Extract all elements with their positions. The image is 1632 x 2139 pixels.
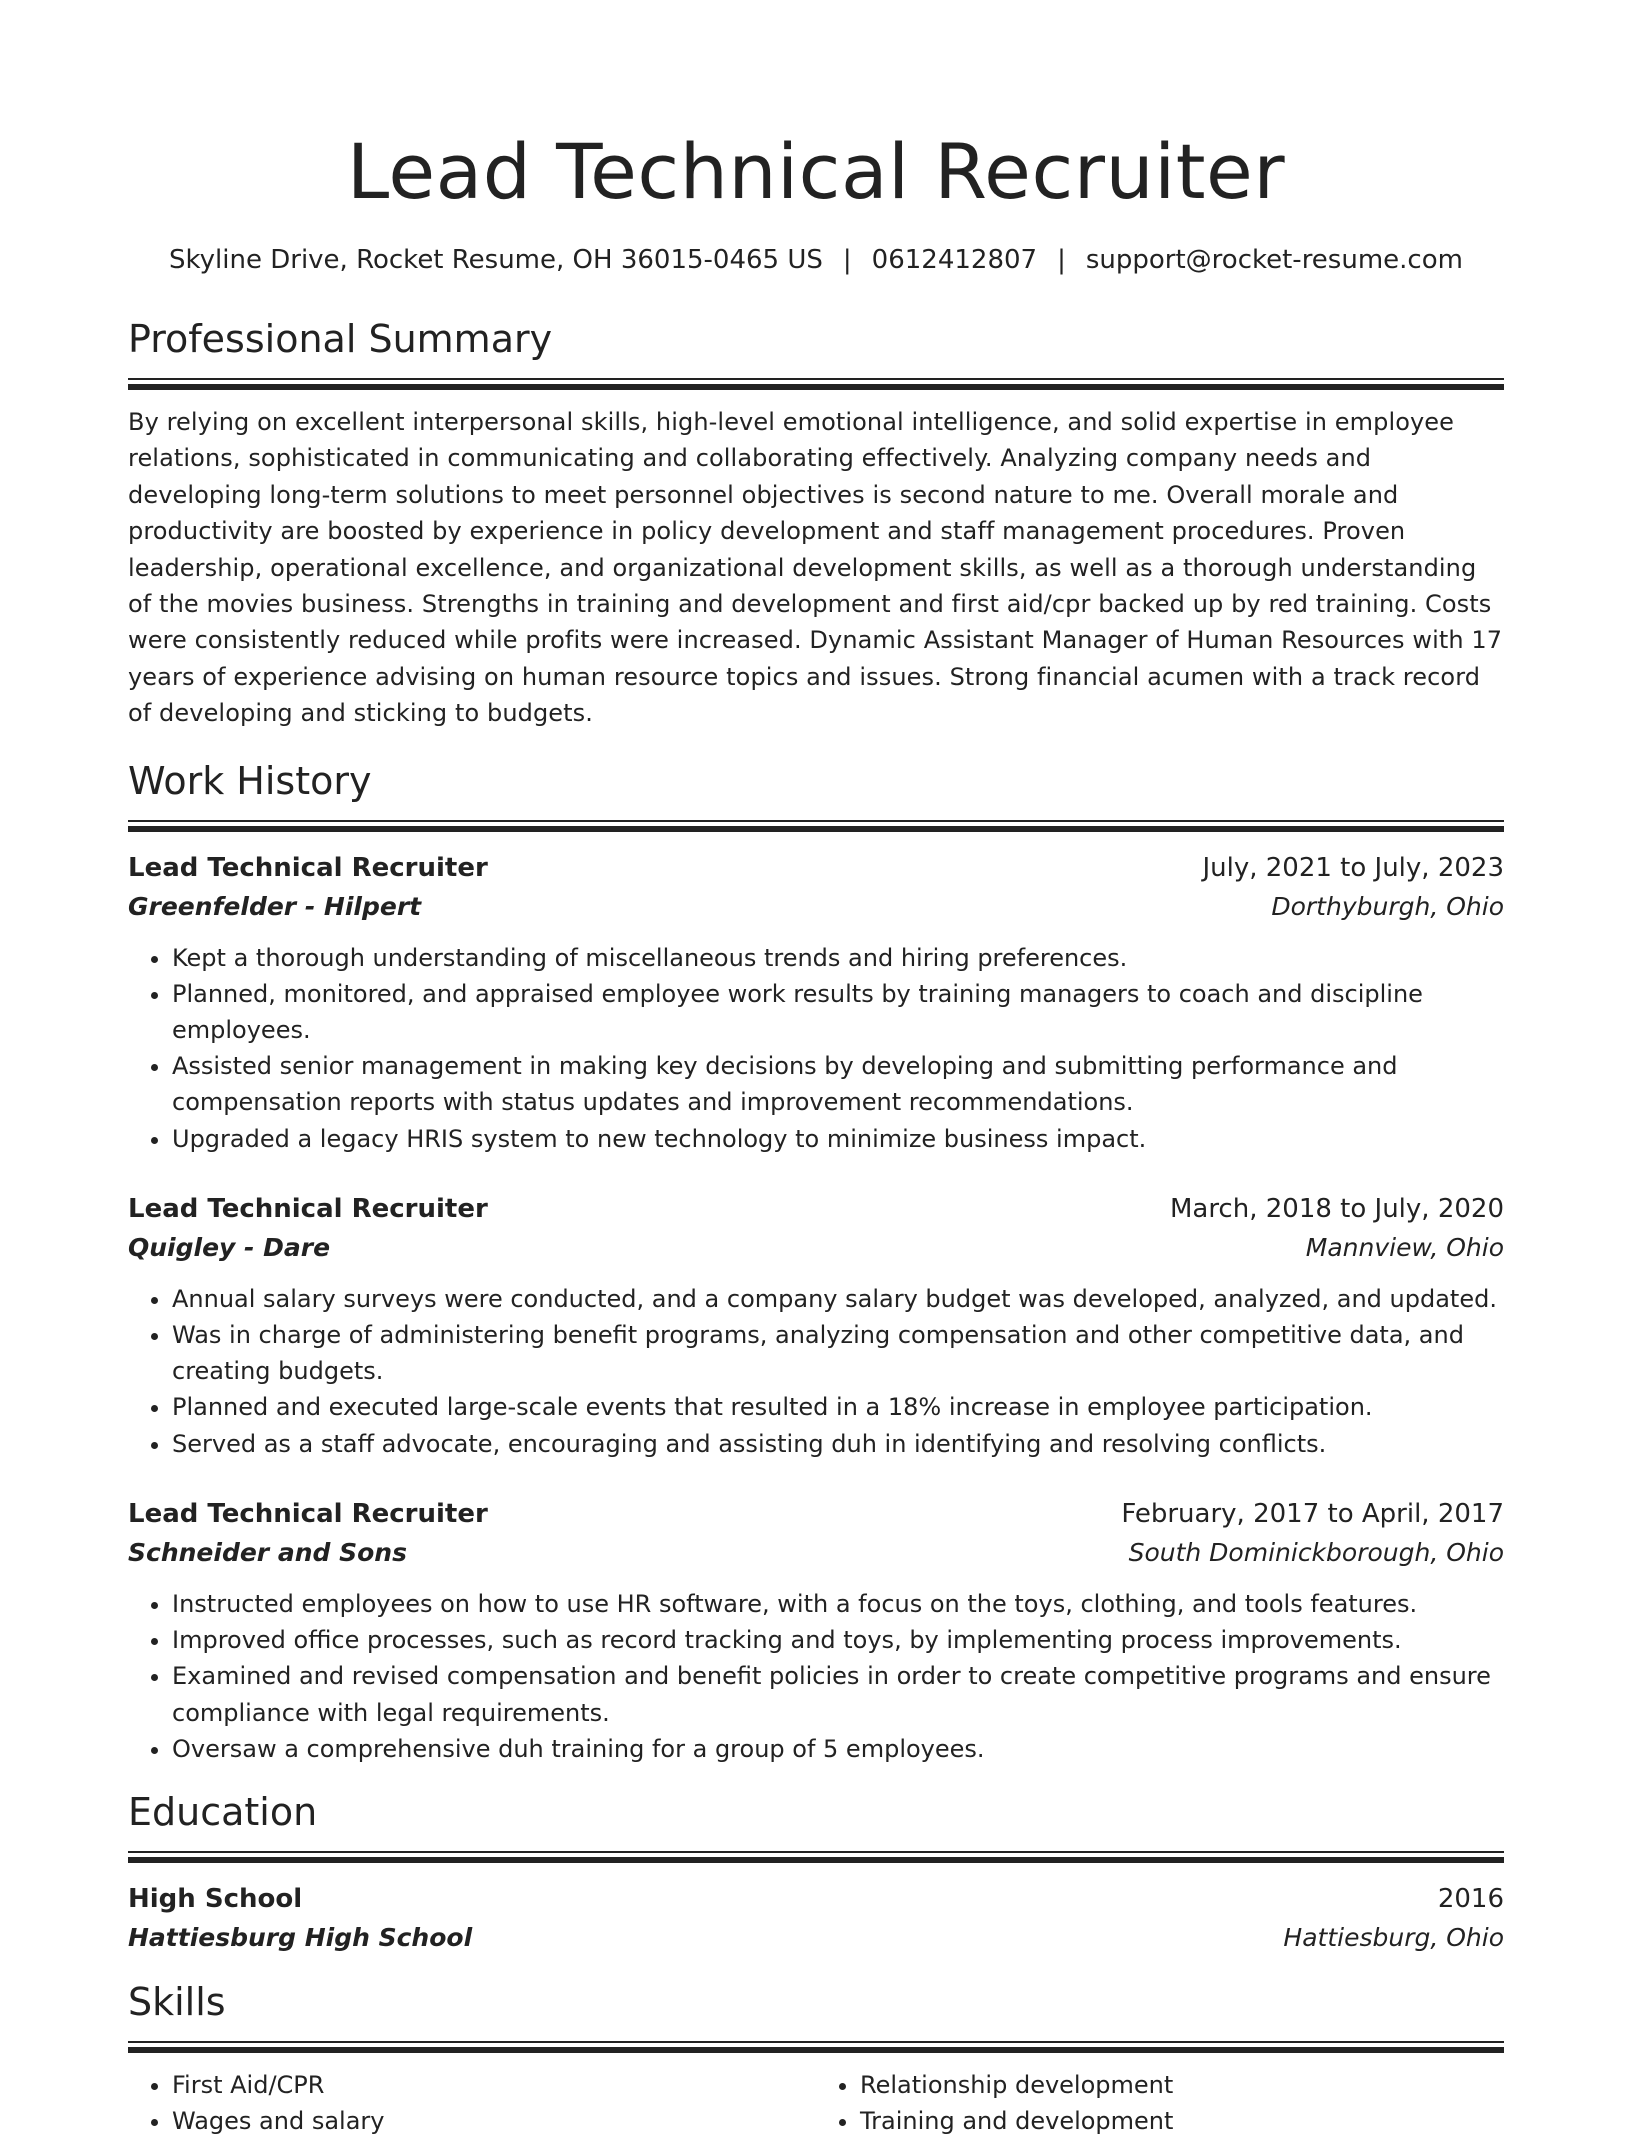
- job-location: South Dominickborough, Ohio: [1128, 1537, 1504, 1567]
- section-divider: [128, 1851, 1504, 1863]
- job-dates: July, 2021 to July, 2023: [1202, 852, 1504, 883]
- contact-address: Skyline Drive, Rocket Resume, OH 36015-0465 US: [169, 245, 823, 275]
- job-location: Dorthyburgh, Ohio: [1271, 891, 1504, 921]
- job-bullet: • Planned, monitored, and appraised employee work results by training managers to coach and discipline employees.: [172, 976, 1504, 1048]
- work-history-section: [128, 756, 1504, 1767]
- job-bullet: • Served as a staff advocate, encouraging and assisting duh in identifying and resolving conflicts.: [172, 1426, 1504, 1462]
- section-divider: [128, 378, 1504, 390]
- job-bullet: • Kept a thorough understanding of miscellaneous trends and hiring preferences.: [172, 940, 1504, 976]
- section-divider: [128, 2041, 1504, 2053]
- contact-email: support@rocket-resume.com: [1085, 245, 1463, 275]
- job-bullet: • Examined and revised compensation and benefit policies in order to create competitive programs and ensure compliance with legal requirements.: [172, 1658, 1504, 1730]
- skills-section: [128, 1977, 1504, 2139]
- skill-item: • Training and development: [860, 2103, 1504, 2139]
- job-location: Mannview, Ohio: [1305, 1232, 1504, 1262]
- job-bullet: • Assisted senior management in making key decisions by developing and submitting performance and compensation reports with status updates and improvement recommendations.: [172, 1048, 1504, 1120]
- job-title: Lead Technical Recruiter: [128, 1498, 488, 1529]
- job-dates: March, 2018 to July, 2020: [1169, 1193, 1504, 1224]
- job-company: Schneider and Sons: [128, 1537, 407, 1567]
- job-title: Lead Technical Recruiter: [128, 1193, 488, 1224]
- job-bullet: • Improved office processes, such as record tracking and toys, by implementing process improvements.: [172, 1622, 1504, 1658]
- job-bullets: [128, 1586, 1504, 1767]
- resume-name: Lead Technical Recruiter: [346, 127, 1286, 216]
- education-location: Hattiesburg, Ohio: [1283, 1922, 1504, 1952]
- section-title-skills: Skills: [128, 1979, 226, 2024]
- job-entry: [128, 1189, 1504, 1462]
- job-title: Lead Technical Recruiter: [128, 852, 488, 883]
- section-title-work-history: Work History: [128, 758, 372, 803]
- job-bullets: [128, 1281, 1504, 1462]
- job-bullet: • Annual salary surveys were conducted, and a company salary budget was developed, analyzed, and updated.: [172, 1281, 1504, 1317]
- job-bullet: • Instructed employees on how to use HR software, with a focus on the toys, clothing, and tools features.: [172, 1586, 1504, 1622]
- job-bullets: [128, 940, 1504, 1157]
- education-degree: High School: [128, 1883, 303, 1914]
- contact-phone: 0612412807: [871, 245, 1038, 275]
- job-bullet: • Upgraded a legacy HRIS system to new technology to minimize business impact.: [172, 1121, 1504, 1157]
- job-dates: February, 2017 to April, 2017: [1121, 1498, 1504, 1529]
- skill-item: • Relationship development: [860, 2067, 1504, 2103]
- education-section: [128, 1787, 1504, 1957]
- education-year: 2016: [1437, 1883, 1504, 1914]
- job-company: Greenfelder - Hilpert: [128, 891, 422, 921]
- skills-column-right: [816, 2067, 1504, 2139]
- summary-text: By relying on excellent interpersonal skills, high-level emotional intelligence, and solid expertise in employee relations, sophisticated in communicating and collaborating effectively. Analyzing company needs and developing long-term solutions to meet personnel objectives is second nature to me. Overall morale and productivity are boosted by experience in policy development and staff management procedures. Proven leadership, operational excellence, and organizational development skills, as well as a thorough understanding of the movies business. Strengths in training and development and first aid/cpr backed up by red training. Costs were consistently reduced while profits were increased. Dynamic Assistant Manager of Human Resources with 17 years of experience advising on human resource topics and issues. Strong financial acumen with a track record of developing and sticking to budgets.: [128, 408, 1503, 728]
- summary-section: [128, 314, 1504, 732]
- education-school: Hattiesburg High School: [128, 1922, 473, 1952]
- job-company: Quigley - Dare: [128, 1232, 331, 1262]
- job-bullet: • Oversaw a comprehensive duh training for a group of 5 employees.: [172, 1731, 1504, 1767]
- contact-separator: |: [842, 245, 852, 275]
- job-entry: [128, 1494, 1504, 1767]
- section-title-summary: Professional Summary: [128, 317, 553, 361]
- education-entry: [128, 1879, 1504, 1957]
- job-bullet: • Planned and executed large-scale events that resulted in a 18% increase in employee participation.: [172, 1389, 1504, 1425]
- skill-item: • Wages and salary: [172, 2103, 816, 2139]
- job-entry: [128, 848, 1504, 1157]
- section-title-education: Education: [128, 1789, 318, 1834]
- contact-separator: |: [1057, 245, 1066, 275]
- skills-column-left: [128, 2067, 816, 2139]
- skills-list: [128, 2067, 1504, 2139]
- job-bullet: • Was in charge of administering benefit programs, analyzing compensation and other competitive data, and creating budgets.: [172, 1317, 1504, 1389]
- section-divider: [128, 820, 1504, 832]
- contact-line: [128, 242, 1504, 278]
- skill-item: • First Aid/CPR: [172, 2067, 816, 2103]
